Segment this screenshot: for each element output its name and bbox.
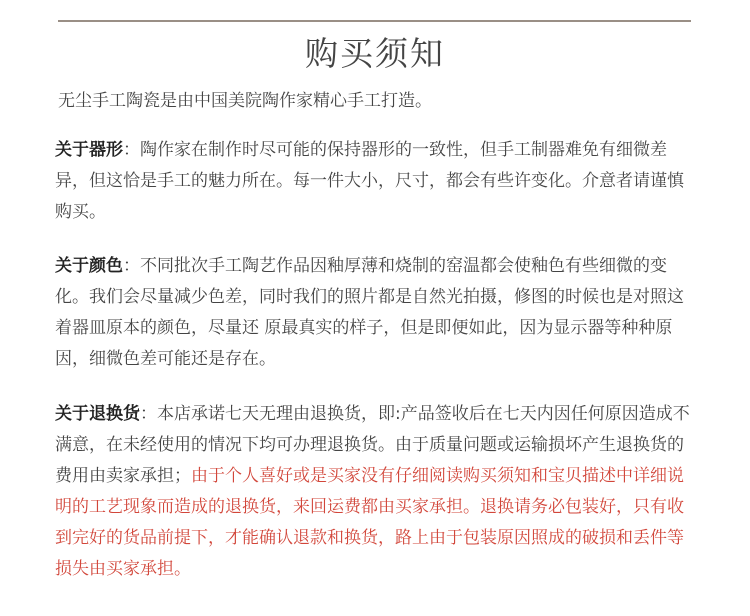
section-separator: ：	[123, 140, 140, 160]
page-title: 购买须知	[305, 34, 445, 73]
section-body: 本店承诺七天无理由退换货，即:产品签收后在七天内因任何原因造成不满意，在未经使用的情况下均可办理退换货。由于质量问题或运输损坏产生退换货的费用由卖家承担；	[55, 404, 690, 486]
intro-text: 无尘手工陶瓷是由中国美院陶作家精心手工打造。	[58, 91, 432, 111]
section-returns	[55, 399, 700, 585]
section-shape	[55, 135, 700, 228]
section-body: 陶作家在制作时尽可能的保持器形的一致性，但手工制器难免有细微差异，但这恰是手工的魅力所在。每一件大小，尺寸，都会有些许变化。介意者请谨慎购买。	[55, 140, 684, 222]
return-shipping-warning: 由于个人喜好或是买家没有仔细阅读购买须知和宝贝描述中详细说明的工艺现象而造成的退换货，来回运费都由买家承担。退换请务必包装好，只有收到完好的货品前提下，才能确认退款和换货，路上由于包装原因照成的破损和丢件等损失由买家承担。	[55, 466, 684, 579]
section-separator: ：	[140, 404, 157, 424]
section-heading: 关于颜色	[55, 256, 123, 276]
section-heading: 关于器形	[55, 140, 123, 160]
section-color	[55, 251, 700, 375]
section-body: 不同批次手工陶艺作品因釉厚薄和烧制的窑温都会使釉色有些细微的变化。我们会尽量减少色差，同时我们的照片都是自然光拍摄，修图的时候也是对照这着器皿原本的颜色，尽量还 原最真实的样子，但是即便如此，因为显示器等种种原因，细微色差可能还是存在。	[55, 256, 684, 369]
section-heading: 关于退换货	[55, 404, 140, 424]
section-separator: ：	[123, 256, 140, 276]
top-divider	[58, 20, 691, 22]
